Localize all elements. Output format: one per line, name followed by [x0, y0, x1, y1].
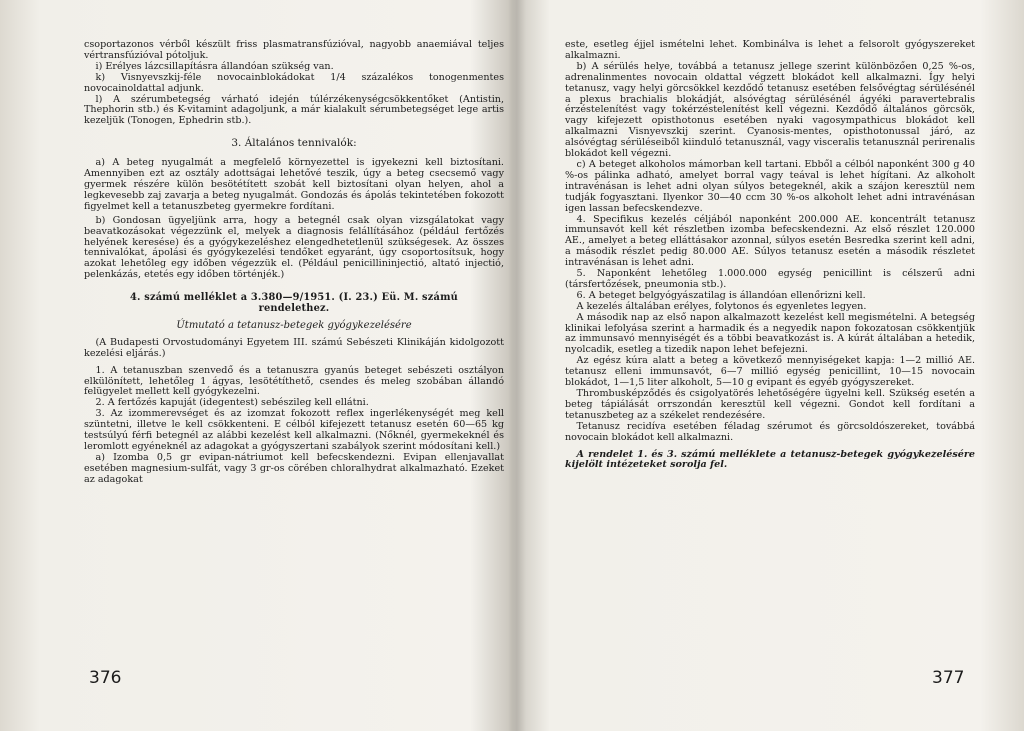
paragraph: 4. Specifikus kezelés céljából naponként 200.000 AE. koncentrált tetanusz immunsavót kell két részletben izomba befecskendezni. Az első részlet 120.000 AE., amelyet a beteg elláttásakor azonnal, súlyos esetén Besredka szerint kell adni, a második részlet pedig 80.000 AE. Súlyos tetanusz esetén a második részletet intravénásan is lehet adni. [565, 213, 975, 269]
appendix-line: 4. számú melléklet a 3.380—9/1951. (I. 23.) Eü. M. számú [130, 292, 458, 304]
paragraph: Tetanusz recidíva esetében féladag szérumot és görcsoldószereket, továbbá novocain blokádot kell alkalmazni. [565, 420, 975, 443]
paragraph: a) Izomba 0,5 gr evipan-nátriumot kell befecskendezni. Evipan ellenjavallat esetében magnesium-sulfát, vagy 3 gr-os cörében chloralhydrat alkalmazható. Ezeket az adagokat [84, 451, 504, 485]
appendix-heading [84, 293, 504, 315]
paragraph: k) Visnyevszkij-féle novocainblokádokat 1/4 százalékos tonogenmentes novocainoldattal adjunk. [84, 71, 504, 94]
closing-note: A rendelet 1. és 3. számú melléklete a tetanusz-betegek gyógykezelésére kijelölt intézeteket sorolja fel. [565, 448, 975, 471]
appendix-line: rendelethez. [258, 303, 330, 315]
paragraph: b) Gondosan ügyeljünk arra, hogy a betegnél csak olyan vizsgálatokat vagy beavatkozásokat végezzünk el, melyek a diagnosis felállításához (például fertőzés helyének keresése) és a gyógykezeléshez elengedhetetlenül szükségesek. Az összes tennivalókat, ápolási és gyógykezelési tendőket egyaránt, úgy csoportosítsuk, hogy azokat lehetőleg egy időben végezzük el. (Például penicillininjectió, altató injectió, pelenkázás, etetés egy időben történjék.) [84, 214, 504, 281]
paragraph: este, esetleg éjjel ismételni lehet. Kombinálva is lehet a felsorolt gyógyszereket alkalmazni. [565, 39, 975, 61]
paragraph: i) Erélyes lázcsillapításra állandóan szükség van. [95, 60, 334, 72]
page-number: 376 [89, 668, 122, 688]
paragraph: c) A beteget alkoholos mámorban kell tartani. Ebből a célból naponként 300 g 40 %-os pálinka adható, amelyet borral vagy teával is lehet hígítani. Az alkoholt intravénásan is lehet adni olyan súlyos betegeknél, akik a szájon keresztül nem tudják fogyasztani. Ilyenkor 30—40 ccm 30 %-os alkoholt lehet adni intravénásan igen lassan befecskendezve. [565, 158, 975, 214]
paragraph: 6. A beteget belgyógyászatilag is állandóan ellenőrizni kell. [576, 289, 866, 301]
paragraph: csoportazonos vérből készült friss plasmatransfúzióval, nagyobb anaemiával teljes vértransfúzióval pótoljuk. [84, 39, 504, 61]
paragraph: (A Budapesti Orvostudományi Egyetem III. számú Sebészeti Klinikáján kidolgozott kezelési eljárás.) [84, 336, 504, 359]
paragraph: a) A beteg nyugalmát a megfelelő környezettel is igyekezni kell biztosítani. Amennyiben ezt az osztály adottságai lehetővé teszik, úgy a beteg csecsemő vagy gyermek részére külön besötétített szobát kell biztosítani olyan helyen, ahol a legkevesebb zaj zavarja a beteg nyugalmát. Gondozás és ápolás tekintetében fokozott figyelmet kell a tetanuszbeteg gyermekre fordítani. [84, 157, 504, 212]
right-page [565, 40, 975, 731]
book-gutter [508, 0, 526, 731]
page-number: 377 [932, 668, 965, 688]
appendix-title: Útmutató a tetanusz-betegek gyógykezelésére [176, 319, 412, 331]
paragraph: 2. A fertőzés kapuját (idegentest) sebészileg kell ellátni. [95, 397, 369, 409]
left-page [84, 40, 504, 731]
paragraph: b) A sérülés helye, továbbá a tetanusz jellege szerint különbözően 0,25 %-os, adrenalinmentes novocain oldattal végzett blokádot kell alkalmazni. Így helyi tetanusz, vagy helyi görcsökkel kezdődő tetanusz esetében felsővégtag sérülésénél a plexus brachialis blokádját, alsóvégtag sérülésénél ágyéki paravertebralis érzéstelenítést vagy tokérzéstelenítést kell végezni. Kezdődő általános görcsök, vagy kifejezett opisthotonus esetében nyaki vagosympathicus blokádot kell alkalmazni Visnyevszkij szerint. Cyanosis-mentes, opisthotonussal járó, az alsóvégtag sérüléseiből kiinduló tetanusznál, vagy visceralis tetanusznál perirenalis blokádot kell végezni. [565, 60, 975, 160]
paragraph: Az egész kúra alatt a beteg a következő mennyiségeket kapja: 1—2 millió AE. tetanusz elleni immunsavót, 6—7 millió egység penicillint, 10—15 novocain blokádot, 1—1,5 liter alkoholt, 5—10 g evipant és egyéb gyógyszereket. [565, 355, 975, 389]
paragraph: 5. Naponként lehetőleg 1.000.000 egység penicillint is célszerű adni (társfertőzések, pneumonia stb.). [565, 268, 975, 290]
paragraph: 1. A tetanuszban szenvedő és a tetanuszra gyanús beteget sebészeti osztályon elkülönített, lehetőleg 1 ágyas, lesötétíthető, csendes és meleg szobában állandó felügyelet mellett kell gyógykezelni. [84, 364, 504, 398]
section-heading: 3. Általános tennivalók: [231, 137, 357, 150]
paragraph: A második nap az első napon alkalmazott kezelést kell megismételni. A betegség klinikai lefolyása szerint a harmadik és a negyedik napon fokozatosan csökkentjük az immunsavó mennyiségét és a többi beavatkozást is. A kúrát általában a hetedik, nyolcadik, esetleg a tizedik napon lehet befejezni. [565, 311, 975, 356]
paragraph: Thrombusképződés és csigolyatörés lehetőségére ügyelni kell. Szükség esetén a beteg tápiálását orrszondán keresztül kell végezni. Gondot kell fordítani a tetanuszbeteg az a székelet rendezésére. [565, 388, 975, 421]
paragraph: 3. Az izommerevséget és az izomzat fokozott reflex ingerlékenységét meg kell szüntetni, illetve le kell csökkenteni. E célból kifejezett tetanusz esetén 60—65 kg testsúlyú férfi betegnél az alábbi kezelést kell alkalmazni. (Nőknél, gyermekeknél és leromlott egyéneknél az adagokat a gyógyszertani szabályok szerint módosítani kell.) [84, 408, 504, 452]
paragraph: A kezelés általában erélyes, folytonos és egyenletes legyen. [576, 300, 867, 312]
paragraph: l) A szérumbetegség várható idején túlérzékenységcsökkentőket (Antistin, Thephorin stb.) és K-vitamint adagoljunk, a már kialakult sérumbetegséget lege artis kezeljük (Tonogen, Ephedrin stb.). [84, 93, 504, 127]
